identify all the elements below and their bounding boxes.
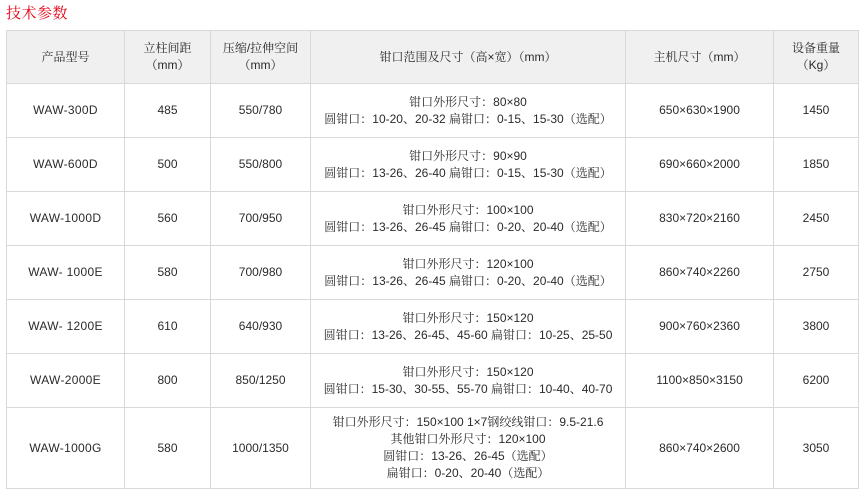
header-jaw-line1: 钳口范围及尺寸（高×宽）（mm） [379,49,557,64]
cell-weight: 1450 [774,84,859,138]
cell-jaw-line: 圆钳口：13-26、26-45 扁钳口：0-20、20-40（选配） [324,219,612,234]
cell-jaw-line: 圆钳口：10-20、20-32 扁钳口：0-15、15-30（选配） [324,111,612,126]
cell-weight: 3800 [774,300,859,354]
cell-column-spacing: 560 [125,192,211,246]
cell-space: 1000/1350 [211,408,311,489]
cell-jaw-line: 钳口外形尺寸：100×100 [402,202,534,217]
header-weight-line2: （Kg） [796,58,836,72]
cell-jaw-line: 钳口外形尺寸：150×120 [402,310,534,325]
cell-jaw-line: 圆钳口：15-30、30-55、55-70 扁钳口：10-40、40-70 [323,381,613,396]
cell-jaw [311,354,626,408]
cell-jaw-line: 钳口外形尺寸：90×90 [409,148,527,163]
cell-jaw-line: 圆钳口：13-26、26-45 扁钳口：0-20、20-40（选配） [324,273,612,288]
table-row [7,354,859,408]
cell-model: WAW-1000G [7,408,125,489]
cell-jaw [311,408,626,489]
cell-column-spacing: 580 [125,408,211,489]
header-row [7,31,859,84]
page-title: 技术参数 [6,5,69,22]
header-weight [774,31,859,84]
header-weight-line1: 设备重量 [791,41,840,55]
cell-jaw-line: 圆钳口：13-26、26-40 扁钳口：0-15、15-30（选配） [324,165,612,180]
cell-machine-size: 860×740×2600 [626,408,774,489]
cell-column-spacing: 500 [125,138,211,192]
cell-model: WAW- 1000E [7,246,125,300]
table-row [7,246,859,300]
cell-model: WAW-2000E [7,354,125,408]
cell-column-spacing: 800 [125,354,211,408]
cell-space: 700/980 [211,246,311,300]
spec-table [6,30,859,489]
cell-model: WAW-600D [7,138,125,192]
cell-machine-size: 690×660×2000 [626,138,774,192]
cell-jaw [311,246,626,300]
header-jaw [311,31,626,84]
header-machine-size [626,31,774,84]
cell-machine-size: 860×740×2260 [626,246,774,300]
cell-jaw-line: 圆钳口：13-26、26-45、45-60 扁钳口：10-25、25-50 [323,327,613,342]
table-body [7,84,859,489]
cell-column-spacing: 610 [125,300,211,354]
table-header [7,31,859,84]
header-column-spacing-line2: （mm） [145,58,190,72]
cell-machine-size: 900×760×2360 [626,300,774,354]
header-model-line1: 产品型号 [41,49,90,64]
header-space-line2: （mm） [238,58,283,72]
cell-weight: 2450 [774,192,859,246]
cell-jaw [311,300,626,354]
table-row [7,300,859,354]
cell-jaw [311,192,626,246]
cell-weight: 2750 [774,246,859,300]
header-column-spacing [125,31,211,84]
header-space [211,31,311,84]
header-column-spacing-line1: 立柱间距 [143,41,192,55]
cell-jaw-line: 钳口外形尺寸：80×80 [409,94,527,109]
cell-machine-size: 830×720×2160 [626,192,774,246]
cell-weight: 6200 [774,354,859,408]
cell-model: WAW-1000D [7,192,125,246]
cell-space: 700/950 [211,192,311,246]
cell-machine-size: 650×630×1900 [626,84,774,138]
cell-column-spacing: 580 [125,246,211,300]
cell-space: 550/800 [211,138,311,192]
cell-jaw-line: 钳口外形尺寸：150×120 [402,364,534,379]
table-row [7,192,859,246]
table-row [7,138,859,192]
cell-space: 550/780 [211,84,311,138]
cell-column-spacing: 485 [125,84,211,138]
cell-weight: 1850 [774,138,859,192]
cell-machine-size: 1100×850×3150 [626,354,774,408]
header-machine-size-line1: 主机尺寸（mm） [653,49,746,64]
cell-jaw-line: 扁钳口：0-20、20-40（选配） [386,466,550,480]
cell-model: WAW- 1200E [7,300,125,354]
cell-jaw-line: 钳口外形尺寸：120×100 [402,256,534,271]
cell-jaw-line: 圆钳口：13-26、26-45（选配） [383,449,553,463]
cell-jaw-line: 其他钳口外形尺寸：120×100 [390,432,546,446]
cell-jaw-line: 钳口外形尺寸：150×100 1×7钢绞线钳口：9.5-21.6 [332,415,604,429]
header-space-line1: 压缩/拉伸空间 [222,41,299,55]
cell-space: 640/930 [211,300,311,354]
cell-weight: 3050 [774,408,859,489]
cell-jaw [311,84,626,138]
table-row [7,84,859,138]
cell-space: 850/1250 [211,354,311,408]
table-row [7,408,859,489]
header-model [7,31,125,84]
cell-jaw [311,138,626,192]
cell-model: WAW-300D [7,84,125,138]
spec-table-wrap [6,30,858,489]
